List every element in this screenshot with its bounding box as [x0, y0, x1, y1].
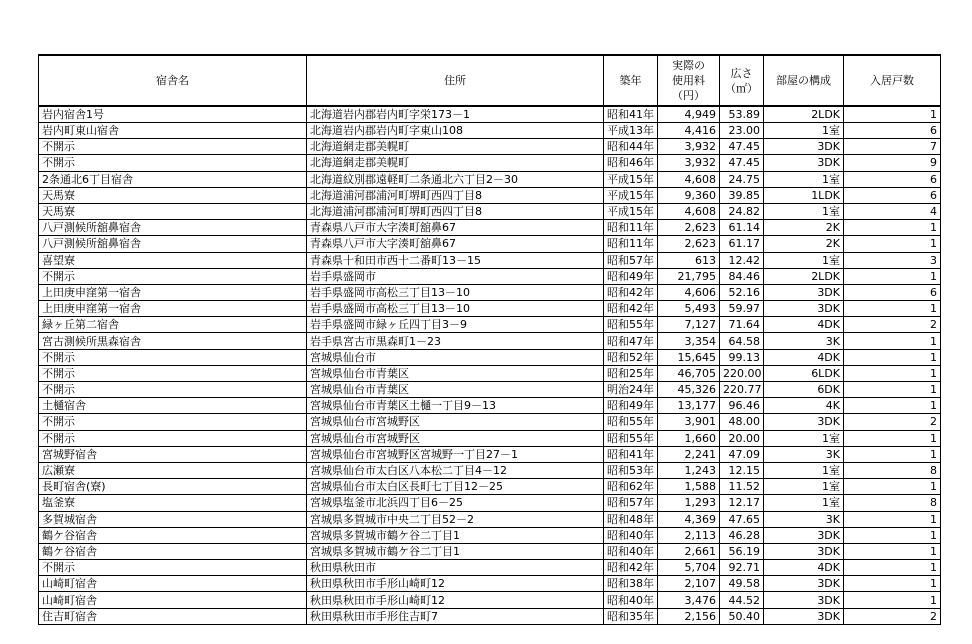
cell-layout: 2K	[764, 236, 844, 252]
cell-area: 56.19	[720, 543, 764, 559]
cell-units: 1	[844, 576, 941, 592]
cell-layout: 1室	[764, 171, 844, 187]
cell-built: 昭和48年	[604, 511, 658, 527]
cell-rent: 3,901	[658, 414, 720, 430]
cell-rent: 2,241	[658, 446, 720, 462]
cell-rent: 21,795	[658, 268, 720, 284]
cell-name: 塩釜寮	[39, 495, 307, 511]
cell-name: 不開示	[39, 382, 307, 398]
cell-area: 220.00	[720, 365, 764, 381]
cell-layout: 3DK	[764, 543, 844, 559]
cell-units: 1	[844, 365, 941, 381]
cell-built: 昭和46年	[604, 155, 658, 171]
cell-name: 上田庚申窪第一宿舎	[39, 301, 307, 317]
cell-name: 宮城野宿舎	[39, 446, 307, 462]
cell-name: 不開示	[39, 155, 307, 171]
cell-area: 47.45	[720, 139, 764, 155]
cell-address: 宮城県多賀城市中央二丁目52－2	[307, 511, 604, 527]
cell-units: 1	[844, 527, 941, 543]
table-row	[39, 284, 941, 300]
table-body	[39, 106, 941, 624]
table-row	[39, 236, 941, 252]
cell-units: 1	[844, 106, 941, 123]
header-rent	[658, 55, 720, 106]
cell-area: 49.58	[720, 576, 764, 592]
cell-name: 広瀬寮	[39, 462, 307, 478]
cell-rent: 5,704	[658, 560, 720, 576]
cell-rent: 3,932	[658, 139, 720, 155]
cell-area: 12.15	[720, 462, 764, 478]
cell-area: 61.17	[720, 236, 764, 252]
header-area	[720, 55, 764, 106]
table-row	[39, 203, 941, 219]
table-row	[39, 252, 941, 268]
cell-layout: 3DK	[764, 527, 844, 543]
cell-address: 宮城県塩釜市北浜四丁目6－25	[307, 495, 604, 511]
cell-rent: 613	[658, 252, 720, 268]
table-row	[39, 349, 941, 365]
cell-name: 山崎町宿舎	[39, 576, 307, 592]
cell-layout: 4DK	[764, 560, 844, 576]
cell-address: 青森県八戸市大字湊町舘鼻67	[307, 220, 604, 236]
cell-built: 平成15年	[604, 171, 658, 187]
cell-units: 3	[844, 252, 941, 268]
cell-address: 岩手県盛岡市高松三丁目13－10	[307, 284, 604, 300]
cell-layout: 3DK	[764, 284, 844, 300]
cell-address: 北海道網走郡美幌町	[307, 139, 604, 155]
cell-area: 44.52	[720, 592, 764, 608]
cell-address: 宮城県多賀城市鶴ケ谷二丁目1	[307, 543, 604, 559]
cell-units: 2	[844, 608, 941, 624]
cell-rent: 46,705	[658, 365, 720, 381]
cell-area: 48.00	[720, 414, 764, 430]
cell-name: 不開示	[39, 349, 307, 365]
table-row	[39, 560, 941, 576]
cell-address: 宮城県多賀城市鶴ケ谷二丁目1	[307, 527, 604, 543]
cell-layout: 6DK	[764, 382, 844, 398]
cell-address: 岩手県盛岡市緑ヶ丘四丁目3－9	[307, 317, 604, 333]
cell-address: 宮城県仙台市青葉区	[307, 382, 604, 398]
table-row	[39, 608, 941, 624]
cell-layout: 2LDK	[764, 106, 844, 123]
cell-rent: 15,645	[658, 349, 720, 365]
header-layout: 部屋の構成	[764, 55, 844, 106]
cell-area: 47.09	[720, 446, 764, 462]
cell-units: 1	[844, 511, 941, 527]
cell-built: 昭和40年	[604, 592, 658, 608]
cell-address: 宮城県仙台市太白区長町七丁目12－25	[307, 479, 604, 495]
cell-area: 12.17	[720, 495, 764, 511]
cell-units: 1	[844, 560, 941, 576]
table-row	[39, 414, 941, 430]
cell-address: 北海道岩内郡岩内町字栄173－1	[307, 106, 604, 123]
cell-built: 昭和55年	[604, 430, 658, 446]
cell-name: 鶴ケ谷宿舎	[39, 543, 307, 559]
cell-rent: 1,243	[658, 462, 720, 478]
cell-name: 不開示	[39, 365, 307, 381]
cell-layout: 1室	[764, 479, 844, 495]
cell-built: 昭和11年	[604, 220, 658, 236]
table-row	[39, 106, 941, 123]
cell-area: 53.89	[720, 106, 764, 123]
cell-name: 不開示	[39, 268, 307, 284]
cell-units: 6	[844, 171, 941, 187]
cell-built: 昭和52年	[604, 349, 658, 365]
header-rent-line1: 実際の	[672, 59, 705, 72]
cell-rent: 2,107	[658, 576, 720, 592]
housing-table	[38, 54, 941, 625]
cell-address: 秋田県秋田市手形山崎町12	[307, 592, 604, 608]
cell-built: 昭和62年	[604, 479, 658, 495]
cell-area: 24.75	[720, 171, 764, 187]
cell-built: 昭和40年	[604, 527, 658, 543]
cell-built: 平成13年	[604, 123, 658, 139]
cell-units: 1	[844, 382, 941, 398]
cell-units: 1	[844, 333, 941, 349]
table-row	[39, 139, 941, 155]
cell-name: 天馬寮	[39, 203, 307, 219]
cell-name: 土樋宿舎	[39, 398, 307, 414]
cell-layout: 4DK	[764, 317, 844, 333]
cell-address: 岩手県宮古市黒森町1－23	[307, 333, 604, 349]
cell-layout: 1LDK	[764, 187, 844, 203]
cell-units: 1	[844, 479, 941, 495]
header-area-line2: （㎡）	[725, 81, 758, 95]
cell-built: 昭和44年	[604, 139, 658, 155]
cell-address: 宮城県仙台市	[307, 349, 604, 365]
header-units: 入居戸数	[844, 55, 941, 106]
table-row	[39, 365, 941, 381]
cell-area: 220.77	[720, 382, 764, 398]
cell-units: 1	[844, 268, 941, 284]
table-row	[39, 527, 941, 543]
cell-built: 昭和53年	[604, 462, 658, 478]
cell-layout: 3DK	[764, 155, 844, 171]
cell-address: 秋田県秋田市	[307, 560, 604, 576]
cell-rent: 3,354	[658, 333, 720, 349]
cell-rent: 2,156	[658, 608, 720, 624]
cell-area: 20.00	[720, 430, 764, 446]
cell-built: 平成15年	[604, 203, 658, 219]
table-row	[39, 155, 941, 171]
table-row	[39, 171, 941, 187]
cell-name: 不開示	[39, 414, 307, 430]
cell-rent: 4,608	[658, 203, 720, 219]
table-row	[39, 479, 941, 495]
cell-area: 39.85	[720, 187, 764, 203]
cell-built: 昭和42年	[604, 301, 658, 317]
cell-layout: 3DK	[764, 608, 844, 624]
cell-units: 6	[844, 123, 941, 139]
cell-built: 昭和49年	[604, 398, 658, 414]
table-row	[39, 446, 941, 462]
cell-built: 昭和25年	[604, 365, 658, 381]
cell-area: 52.16	[720, 284, 764, 300]
cell-units: 1	[844, 543, 941, 559]
cell-layout: 4DK	[764, 349, 844, 365]
cell-units: 8	[844, 462, 941, 478]
table-row	[39, 268, 941, 284]
cell-units: 8	[844, 495, 941, 511]
table-row	[39, 495, 941, 511]
cell-built: 昭和11年	[604, 236, 658, 252]
cell-layout: 1室	[764, 203, 844, 219]
cell-rent: 9,360	[658, 187, 720, 203]
cell-name: 不開示	[39, 139, 307, 155]
cell-address: 宮城県仙台市宮城野区	[307, 414, 604, 430]
table-row	[39, 543, 941, 559]
cell-layout: 3DK	[764, 414, 844, 430]
cell-units: 2	[844, 317, 941, 333]
cell-rent: 5,493	[658, 301, 720, 317]
cell-address: 宮城県仙台市宮城野区	[307, 430, 604, 446]
cell-rent: 2,623	[658, 236, 720, 252]
table-row	[39, 430, 941, 446]
cell-layout: 3DK	[764, 301, 844, 317]
cell-address: 秋田県秋田市手形住吉町7	[307, 608, 604, 624]
cell-layout: 3DK	[764, 576, 844, 592]
cell-address: 秋田県秋田市手形山崎町12	[307, 576, 604, 592]
cell-units: 6	[844, 187, 941, 203]
cell-name: 住吉町宿舎	[39, 608, 307, 624]
cell-layout: 6LDK	[764, 365, 844, 381]
cell-layout: 3DK	[764, 592, 844, 608]
table-row	[39, 317, 941, 333]
cell-area: 59.97	[720, 301, 764, 317]
cell-built: 昭和41年	[604, 446, 658, 462]
cell-name: 八戸測候所舘鼻宿舎	[39, 220, 307, 236]
cell-built: 明治24年	[604, 382, 658, 398]
cell-units: 1	[844, 430, 941, 446]
cell-rent: 1,660	[658, 430, 720, 446]
cell-layout: 3K	[764, 446, 844, 462]
cell-name: 鶴ケ谷宿舎	[39, 527, 307, 543]
cell-built: 昭和42年	[604, 284, 658, 300]
cell-name: 不開示	[39, 430, 307, 446]
header-rent-line3: （円）	[672, 89, 705, 102]
cell-area: 99.13	[720, 349, 764, 365]
cell-address: 宮城県仙台市青葉区	[307, 365, 604, 381]
cell-name: 山崎町宿舎	[39, 592, 307, 608]
cell-area: 46.28	[720, 527, 764, 543]
table-row	[39, 187, 941, 203]
cell-layout: 2K	[764, 220, 844, 236]
cell-rent: 4,608	[658, 171, 720, 187]
table-row	[39, 576, 941, 592]
cell-address: 北海道岩内郡岩内町字東山108	[307, 123, 604, 139]
cell-built: 昭和55年	[604, 414, 658, 430]
cell-area: 96.46	[720, 398, 764, 414]
cell-layout: 3K	[764, 333, 844, 349]
cell-rent: 1,293	[658, 495, 720, 511]
cell-layout: 3K	[764, 511, 844, 527]
cell-rent: 2,623	[658, 220, 720, 236]
cell-layout: 1室	[764, 430, 844, 446]
cell-layout: 1室	[764, 462, 844, 478]
cell-name: 2条通北6丁目宿舎	[39, 171, 307, 187]
header-area-line1: 広さ	[730, 66, 753, 80]
cell-units: 1	[844, 301, 941, 317]
cell-built: 昭和38年	[604, 576, 658, 592]
cell-name: 八戸測候所舘鼻宿舎	[39, 236, 307, 252]
cell-area: 71.64	[720, 317, 764, 333]
header-name: 宿舎名	[39, 55, 307, 106]
table-row	[39, 382, 941, 398]
table-row	[39, 511, 941, 527]
cell-name: 多賀城宿舎	[39, 511, 307, 527]
table-row	[39, 220, 941, 236]
cell-name: 緑ヶ丘第二宿舎	[39, 317, 307, 333]
cell-area: 23.00	[720, 123, 764, 139]
cell-rent: 2,113	[658, 527, 720, 543]
table-row	[39, 301, 941, 317]
cell-built: 昭和41年	[604, 106, 658, 123]
cell-address: 北海道紋別郡遠軽町二条通北六丁目2－30	[307, 171, 604, 187]
cell-units: 1	[844, 349, 941, 365]
table-row	[39, 333, 941, 349]
cell-units: 6	[844, 284, 941, 300]
cell-rent: 4,416	[658, 123, 720, 139]
header-row	[39, 55, 941, 106]
cell-built: 昭和47年	[604, 333, 658, 349]
cell-built: 昭和35年	[604, 608, 658, 624]
cell-rent: 3,932	[658, 155, 720, 171]
cell-units: 1	[844, 592, 941, 608]
cell-address: 宮城県仙台市青葉区土樋一丁目9－13	[307, 398, 604, 414]
cell-rent: 2,661	[658, 543, 720, 559]
cell-units: 1	[844, 446, 941, 462]
cell-built: 昭和55年	[604, 317, 658, 333]
cell-units: 1	[844, 398, 941, 414]
cell-name: 岩内町東山宿舎	[39, 123, 307, 139]
cell-rent: 3,476	[658, 592, 720, 608]
header-rent-line2: 使用料	[672, 74, 705, 87]
cell-units: 2	[844, 414, 941, 430]
cell-address: 青森県十和田市西十二番町13－15	[307, 252, 604, 268]
cell-area: 92.71	[720, 560, 764, 576]
cell-rent: 13,177	[658, 398, 720, 414]
cell-address: 北海道網走郡美幌町	[307, 155, 604, 171]
header-built: 築年	[604, 55, 658, 106]
cell-area: 11.52	[720, 479, 764, 495]
cell-built: 平成15年	[604, 187, 658, 203]
cell-units: 9	[844, 155, 941, 171]
cell-units: 4	[844, 203, 941, 219]
cell-rent: 4,949	[658, 106, 720, 123]
cell-area: 61.14	[720, 220, 764, 236]
cell-layout: 2LDK	[764, 268, 844, 284]
cell-name: 宮古測候所黒森宿舎	[39, 333, 307, 349]
table-row	[39, 592, 941, 608]
cell-address: 北海道浦河郡浦河町堺町西四丁目8	[307, 187, 604, 203]
cell-address: 岩手県盛岡市	[307, 268, 604, 284]
cell-layout: 1室	[764, 123, 844, 139]
cell-name: 天馬寮	[39, 187, 307, 203]
cell-area: 50.40	[720, 608, 764, 624]
cell-rent: 1,588	[658, 479, 720, 495]
table-row	[39, 123, 941, 139]
cell-units: 7	[844, 139, 941, 155]
cell-units: 1	[844, 236, 941, 252]
cell-layout: 1室	[764, 495, 844, 511]
cell-rent: 4,606	[658, 284, 720, 300]
cell-name: 喜望寮	[39, 252, 307, 268]
cell-name: 岩内宿舎1号	[39, 106, 307, 123]
cell-units: 1	[844, 220, 941, 236]
cell-area: 24.82	[720, 203, 764, 219]
cell-built: 昭和49年	[604, 268, 658, 284]
header-address: 住所	[307, 55, 604, 106]
cell-rent: 7,127	[658, 317, 720, 333]
cell-built: 昭和40年	[604, 543, 658, 559]
cell-address: 青森県八戸市大字湊町舘鼻67	[307, 236, 604, 252]
cell-built: 昭和57年	[604, 252, 658, 268]
cell-layout: 3DK	[764, 139, 844, 155]
cell-address: 宮城県仙台市太白区八本松二丁目4－12	[307, 462, 604, 478]
cell-address: 岩手県盛岡市高松三丁目13－10	[307, 301, 604, 317]
cell-layout: 1室	[764, 252, 844, 268]
cell-name: 長町宿舎(寮)	[39, 479, 307, 495]
cell-area: 84.46	[720, 268, 764, 284]
cell-area: 64.58	[720, 333, 764, 349]
table-row	[39, 462, 941, 478]
cell-built: 昭和42年	[604, 560, 658, 576]
cell-rent: 4,369	[658, 511, 720, 527]
cell-area: 47.45	[720, 155, 764, 171]
cell-name: 上田庚申窪第一宿舎	[39, 284, 307, 300]
cell-built: 昭和57年	[604, 495, 658, 511]
cell-address: 北海道浦河郡浦河町堺町西四丁目8	[307, 203, 604, 219]
cell-name: 不開示	[39, 560, 307, 576]
table-row	[39, 398, 941, 414]
cell-area: 12.42	[720, 252, 764, 268]
cell-rent: 45,326	[658, 382, 720, 398]
cell-address: 宮城県仙台市宮城野区宮城野一丁目27－1	[307, 446, 604, 462]
cell-area: 47.65	[720, 511, 764, 527]
cell-layout: 4K	[764, 398, 844, 414]
